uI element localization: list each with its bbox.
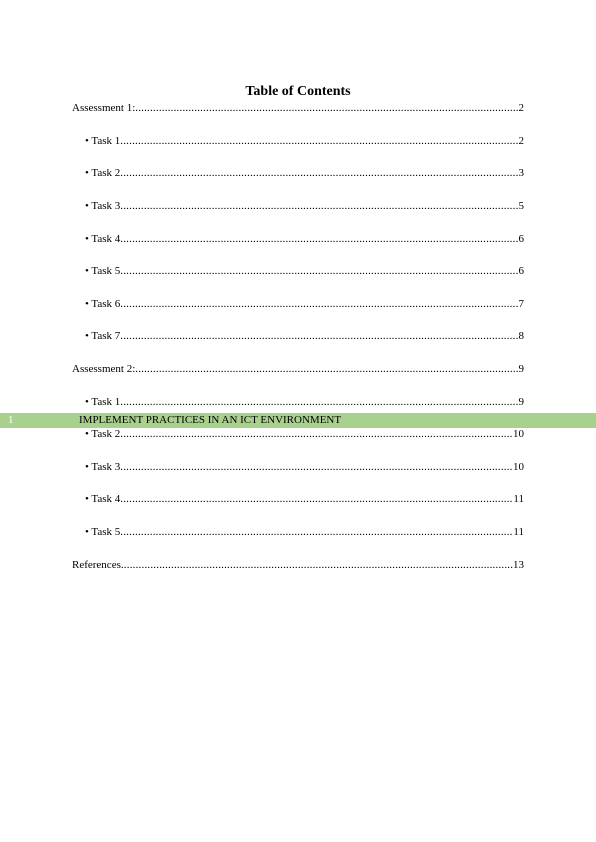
toc-page-number: 2 xyxy=(518,102,524,114)
toc-entry-a1-task-7[interactable] xyxy=(85,330,524,343)
toc-dot-leader xyxy=(120,330,518,343)
toc-page-number: 7 xyxy=(518,298,524,310)
toc-dot-leader xyxy=(135,363,518,376)
toc-entry-a1-task-6[interactable] xyxy=(85,298,524,311)
toc-page-number: 10 xyxy=(513,461,524,473)
toc-dot-leader xyxy=(120,233,518,246)
toc-page-number: 9 xyxy=(518,396,524,408)
toc-entry-assessment-2[interactable] xyxy=(72,363,524,376)
toc-entry-label: • Task 2 xyxy=(85,167,121,179)
toc-entry-a1-task-5[interactable] xyxy=(85,265,524,278)
toc-page-number: 6 xyxy=(518,265,524,277)
toc-dot-leader xyxy=(120,493,513,506)
toc-page-number: 11 xyxy=(513,493,524,505)
toc-entry-label: • Task 3 xyxy=(85,461,121,473)
toc-dot-leader xyxy=(120,428,513,441)
toc-entry-a2-task-4[interactable] xyxy=(85,493,524,506)
toc-dot-leader xyxy=(135,102,518,115)
toc-entry-label: Assessment 1: xyxy=(72,102,136,114)
toc-entry-label: • Task 5 xyxy=(85,526,121,538)
toc-entry-label: Assessment 2: xyxy=(72,363,136,375)
page-header-banner xyxy=(0,413,596,428)
toc-dot-leader xyxy=(121,559,513,572)
toc-entry-label: • Task 4 xyxy=(85,233,121,245)
toc-entry-a1-task-3[interactable] xyxy=(85,200,524,213)
toc-dot-leader xyxy=(120,265,518,278)
toc-page-number: 8 xyxy=(518,330,524,342)
toc-title: Table of Contents xyxy=(245,84,351,99)
toc-entry-a1-task-1[interactable] xyxy=(85,135,524,148)
toc-entry-label: • Task 5 xyxy=(85,265,121,277)
toc-page-number: 11 xyxy=(513,526,524,538)
toc-dot-leader xyxy=(120,200,518,213)
toc-entry-label: • Task 3 xyxy=(85,200,121,212)
toc-page-number: 6 xyxy=(518,233,524,245)
toc-entry-label: • Task 4 xyxy=(85,493,121,505)
toc-entry-label: • Task 2 xyxy=(85,428,121,440)
toc-entry-label: • Task 1 xyxy=(85,135,121,147)
toc-dot-leader xyxy=(120,135,518,148)
toc-entry-label: • Task 7 xyxy=(85,330,121,342)
toc-entry-label: References xyxy=(72,559,121,571)
toc-page-number: 13 xyxy=(513,559,524,571)
toc-page-number: 10 xyxy=(513,428,524,440)
toc-entry-assessment-1[interactable] xyxy=(72,102,524,115)
toc-page-number: 2 xyxy=(518,135,524,147)
toc-dot-leader xyxy=(120,526,513,539)
page-number: 1 xyxy=(8,414,14,426)
toc-page-number: 5 xyxy=(518,200,524,212)
toc-dot-leader xyxy=(120,167,518,180)
document-running-title: IMPLEMENT PRACTICES IN AN ICT ENVIRONMENT xyxy=(79,414,342,426)
toc-dot-leader xyxy=(120,396,518,409)
toc-entry-a2-task-1[interactable] xyxy=(85,396,524,409)
toc-entry-a2-task-2[interactable] xyxy=(85,428,524,441)
toc-entry-references[interactable] xyxy=(72,559,524,572)
toc-entry-a2-task-5[interactable] xyxy=(85,526,524,539)
toc-page-number: 9 xyxy=(518,363,524,375)
toc-entry-a1-task-4[interactable] xyxy=(85,233,524,246)
toc-entry-a1-task-2[interactable] xyxy=(85,167,524,180)
toc-entry-label: • Task 1 xyxy=(85,396,121,408)
toc-dot-leader xyxy=(120,298,518,311)
toc-entry-label: • Task 6 xyxy=(85,298,121,310)
toc-entry-a2-task-3[interactable] xyxy=(85,461,524,474)
toc-dot-leader xyxy=(120,461,513,474)
toc-page-number: 3 xyxy=(518,167,524,179)
